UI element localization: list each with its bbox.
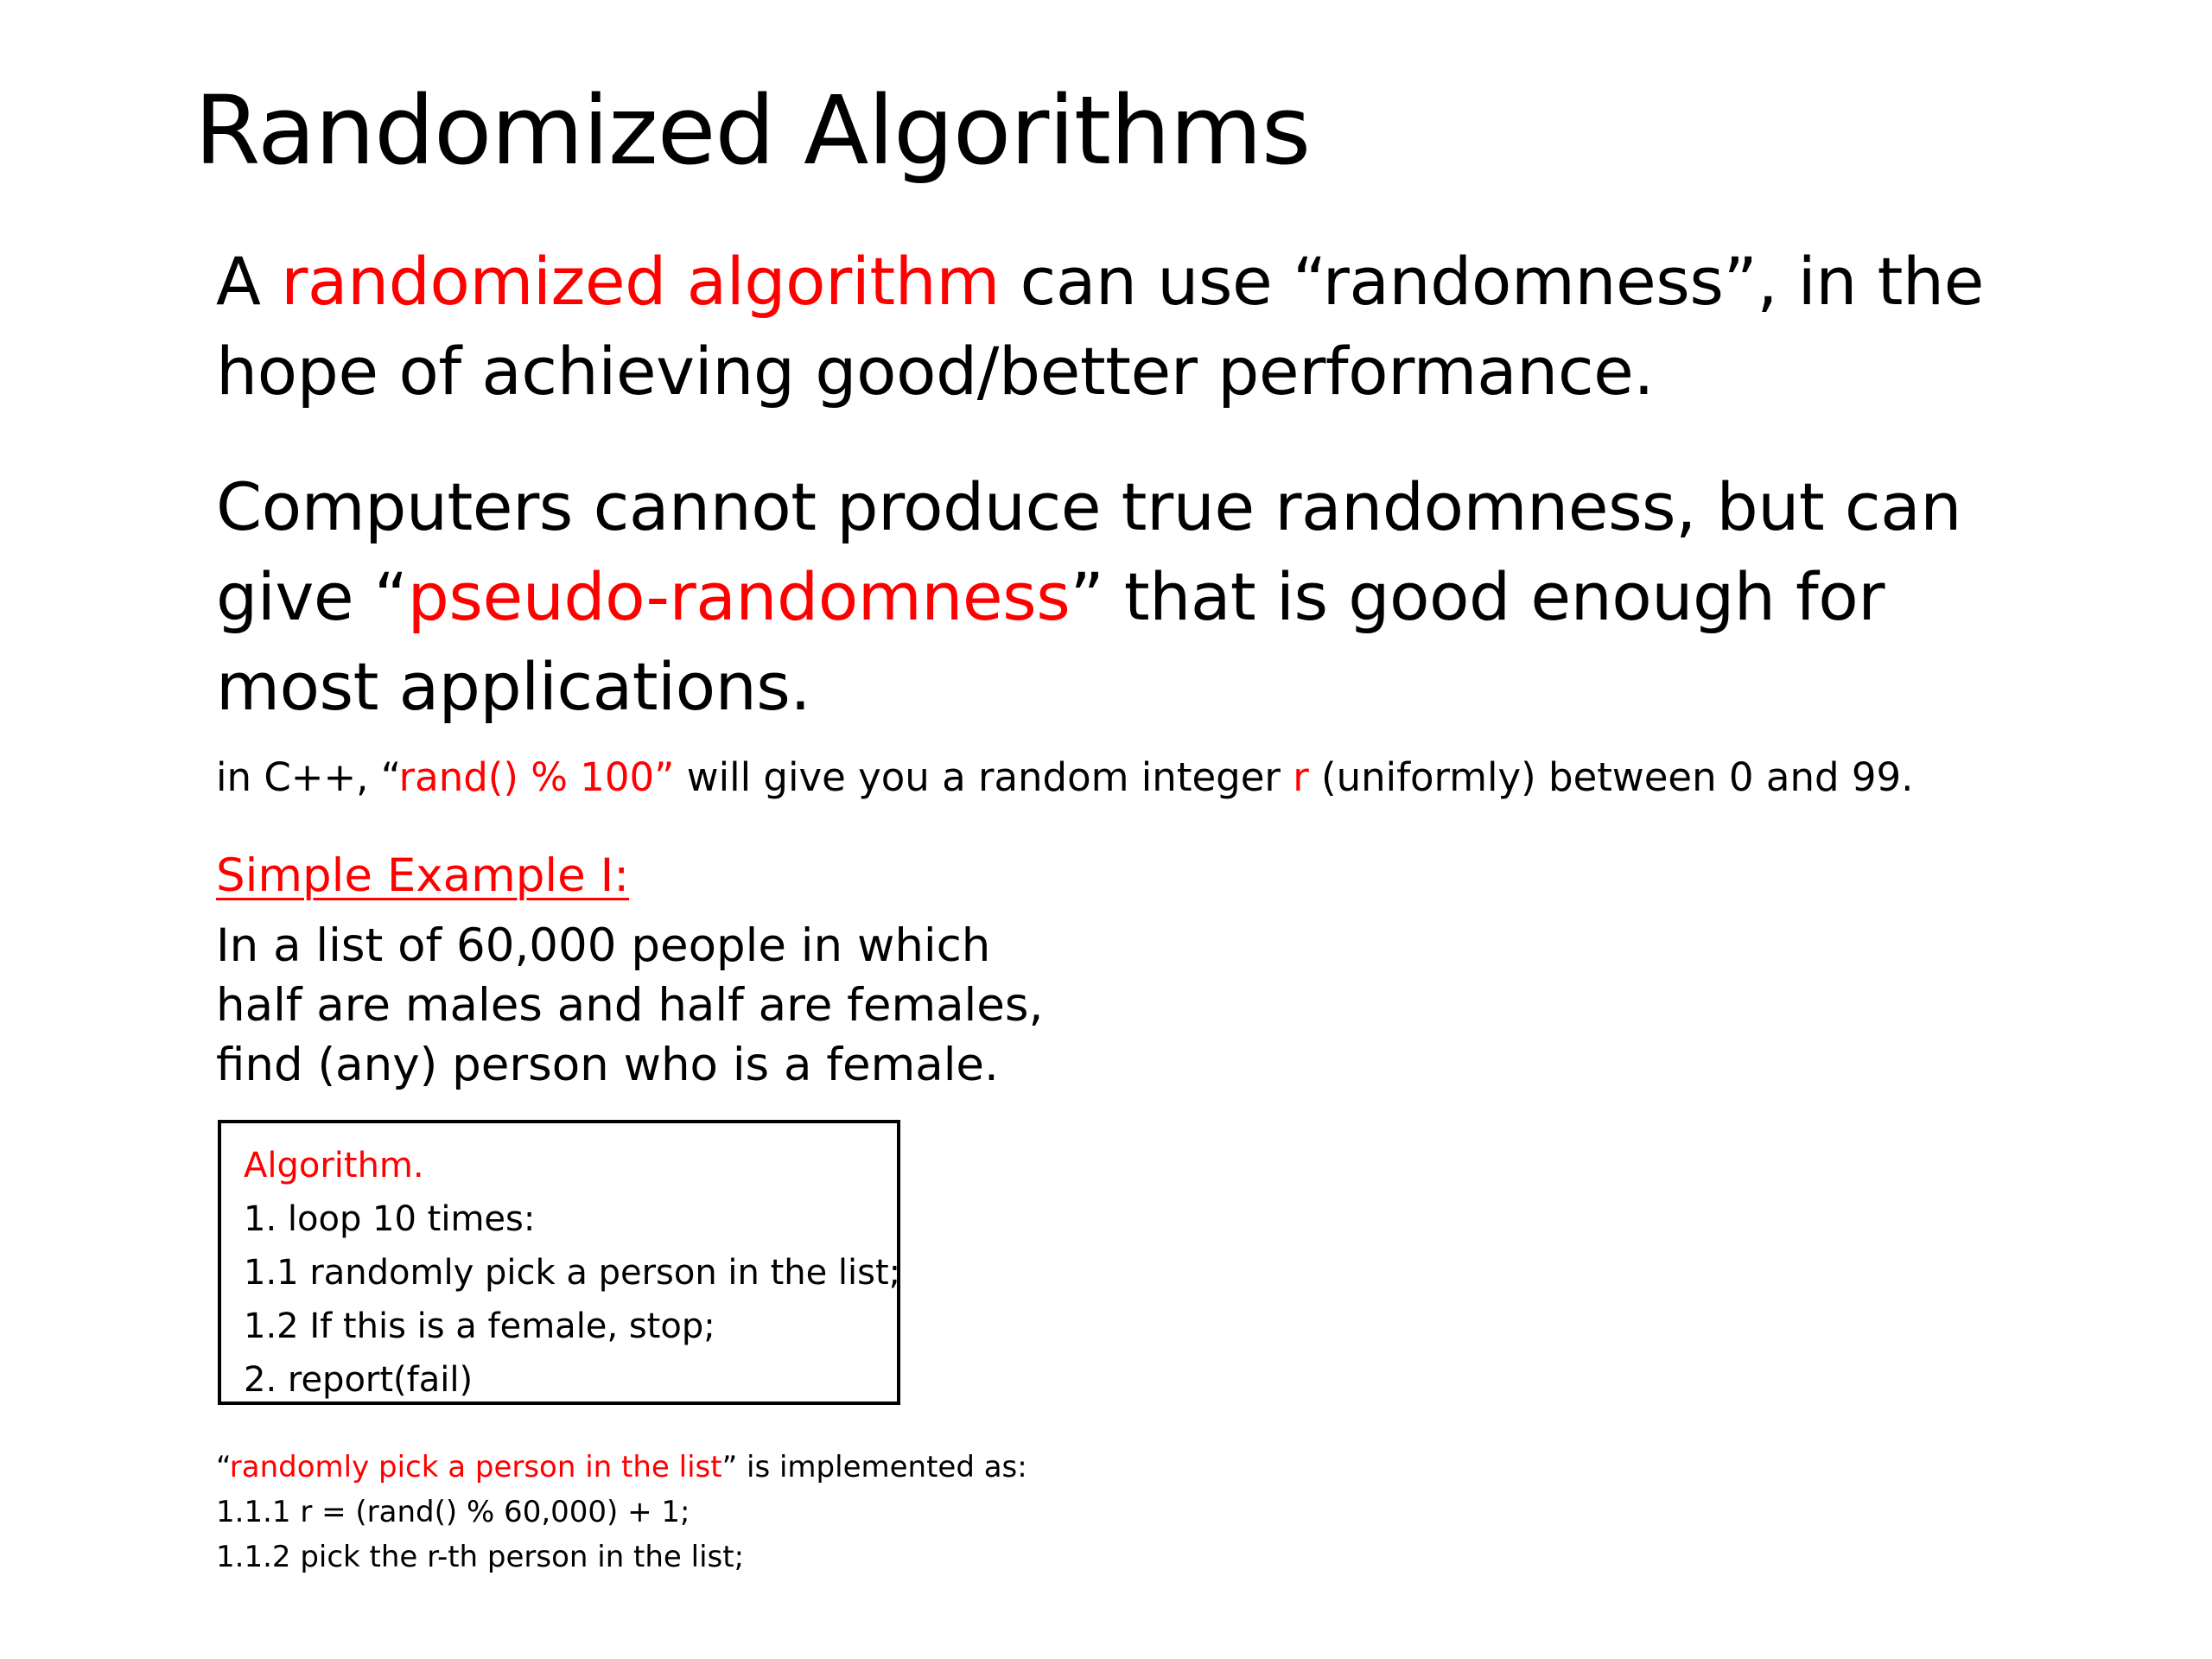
example-line: In a list of 60,000 people in which — [216, 919, 991, 972]
paragraph-cpp-rand — [216, 750, 1913, 805]
highlight-term: randomized algorithm — [281, 243, 1000, 320]
paragraph-pseudo-randomness — [216, 462, 1961, 732]
example-line: find (any) person who is a female. — [216, 1039, 999, 1091]
algorithm-box — [218, 1120, 900, 1405]
highlight-phrase: randomly pick a person in the list — [229, 1450, 722, 1484]
code-snippet: rand() % 100” — [398, 754, 675, 800]
text-span: can use “randomness”, in the — [999, 243, 1984, 320]
example-heading: Simple Example I: — [216, 849, 630, 902]
text-span: (uniformly) between 0 and 99. — [1308, 754, 1914, 800]
implementation-intro — [216, 1445, 1027, 1490]
highlight-term: pseudo-randomness — [407, 558, 1071, 635]
paragraph-line: Computers cannot produce true randomness, but can — [216, 468, 1961, 545]
paragraph-randomized-algorithm — [216, 237, 1984, 416]
paragraph-line: most applications. — [216, 648, 811, 725]
algorithm-header: Algorithm. — [244, 1146, 424, 1185]
algorithm-step: 1.1 randomly pick a person in the list; — [244, 1253, 901, 1293]
text-span: give “ — [216, 558, 408, 635]
example-description — [216, 916, 1043, 1095]
implementation-step: 1.1.1 r = (rand() % 60,000) + 1; — [216, 1495, 690, 1529]
text-span: will give you a random integer — [674, 754, 1294, 800]
text-span: ” is implemented as: — [721, 1450, 1027, 1484]
text-span: ” that is good enough for — [1070, 558, 1885, 635]
algorithm-step: 2. report(fail) — [244, 1360, 474, 1400]
slide-title: Randomized Algorithms — [194, 75, 1311, 186]
example-line: half are males and half are females, — [216, 979, 1044, 1032]
paragraph-line: hope of achieving good/better performance. — [216, 333, 1655, 410]
text-span: A — [216, 243, 282, 320]
text-span: in C++, “ — [216, 754, 399, 800]
algorithm-step: 1.2 If this is a female, stop; — [244, 1306, 715, 1346]
paragraph-line — [216, 552, 1961, 642]
paragraph-line — [216, 237, 1984, 327]
implementation-step: 1.1.2 pick the r-th person in the list; — [216, 1540, 745, 1574]
algorithm-step: 1. loop 10 times: — [244, 1199, 536, 1239]
variable-name: r — [1293, 754, 1309, 800]
text-span: “ — [216, 1450, 230, 1484]
implementation-note — [216, 1445, 1027, 1580]
